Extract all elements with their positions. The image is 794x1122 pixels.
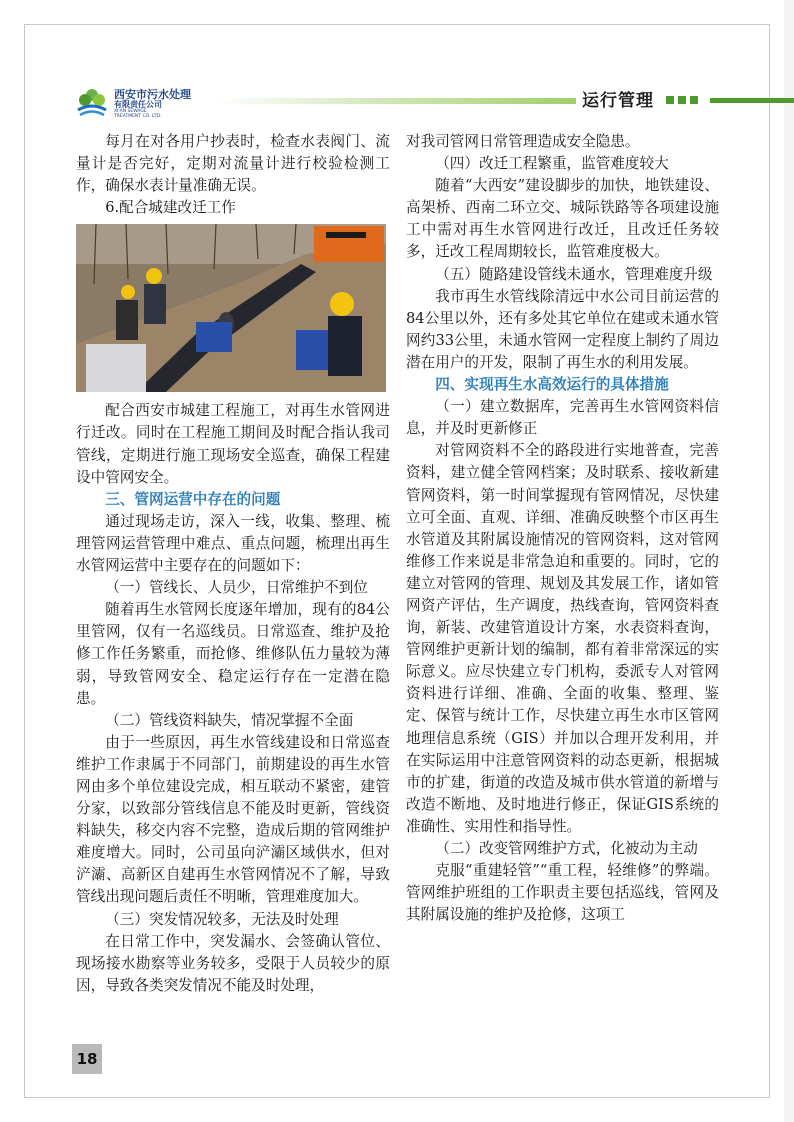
paragraph: 通过现场走访，深入一线，收集、整理、梳理管网运营管理中难点、重点问题，梳理出再生水管网运营中主要存在的问题如下： xyxy=(76,512,390,575)
paragraph: （一）管线长、人员少，日常维护不到位 xyxy=(105,579,368,597)
paragraph: （三）突发情况较多，无法及时处理 xyxy=(105,910,339,928)
paragraph: （二）管线资料缺失，情况掌握不全面 xyxy=(105,711,354,729)
paragraph: （二）改变管网维护方式，化被动为主动 xyxy=(435,840,698,857)
page-edge xyxy=(784,0,794,1122)
logo-name-en-line2: TREATMENT CO. LTD. xyxy=(114,114,162,119)
paragraph: （一）建立数据库，完善再生水管网资料信息，并及时更新修正 xyxy=(406,398,719,438)
header-gradient-bar xyxy=(216,98,576,104)
page-number: 18 xyxy=(72,1044,102,1074)
paragraph: 配合西安市城建工程施工，对再生水管网进行迁改。同时在工程施工期间及时配合指认我司管线，定期进行施工现场安全巡查，确保工程建设中管网安全。 xyxy=(76,402,390,486)
paragraph: 在日常工作中，突发漏水、会签确认管位、现场接水勘察等业务较多，受限于人员较少的原因，导致各类突发情况不能及时处理， xyxy=(76,932,390,994)
section-heading: 四、实现再生水高效运行的具体措施 xyxy=(435,376,669,394)
paragraph: 克服“重建轻管”“重工程，轻维修”的弊端。管网维护班组的工作职责主要包括巡线，管网及其附属设施的维护及抢修，这项工 xyxy=(406,862,719,924)
paragraph-continued: 对我司管网日常管理造成安全隐患。 xyxy=(406,133,640,150)
section-heading: 三、管网运营中存在的问题 xyxy=(105,490,281,508)
header-line xyxy=(710,98,794,103)
left-column xyxy=(76,131,390,997)
paragraph: 对管网资料不全的路段进行实地普查，完善资料，建立健全管网档案；及时联系、接收新建管网资料，第一时间掌握现有管网情况，尽快建立可全面、直观、详细、准确反映整个市区再生水管道及其附属设施情况的管网资料，这对管网维修工作来说是非常急迫和重要的。同时，它的建立对管网的管理、规划及其发展工作，诸如管网资产评估，生产调度，热线查询，管网资料查询，新装、改建管道设计方案，水表资料查询，管网维护更新计划的编制，都有着非常深远的实际意义。应尽快建立专门机构，委派专人对管网资料进行详细、准确、全面的收集、整理、鉴定、保管与统计工作，尽快建立再生水市区管网地理信息系统（GIS）并加以合理开发利用，并在实际运用中注意管网资料的动态更新，根据城市的扩建，街道的改造及城市供水管道的新增与改造不断地、及时地进行修正，保证GIS系统的准确性、实用性和指导性。 xyxy=(406,442,719,835)
paragraph: 随着“大西安”建设脚步的加快，地铁建设、高架桥、西南二环立交、城际铁路等各项建设施工中需对再生水管网进行改迁，且改迁任务较多，迁改工程周期较长，监管难度极大。 xyxy=(406,177,719,261)
header-dots xyxy=(666,96,698,104)
logo-name-cn: 西安市污水处理 xyxy=(114,88,191,101)
logo-name-en xyxy=(114,109,161,119)
right-column xyxy=(406,131,719,926)
construction-photo xyxy=(76,224,386,392)
subheading: 6.配合城建改迁工作 xyxy=(105,199,236,217)
logo-mark-icon xyxy=(74,84,110,120)
page-header xyxy=(74,82,794,122)
logo-name-cn-2: 有限责任公司 xyxy=(114,100,162,109)
logo-name-en-line1: XI'AN SEWAGE xyxy=(114,109,147,114)
section-title: 运行管理 xyxy=(582,91,654,111)
paragraph: （四）改迁工程繁重，监管难度较大 xyxy=(435,155,669,173)
paragraph: 每月在对各用户抄表时，检查水表阀门、流量计是否完好，定期对流量计进行校验检测工作，确保水表计量准确无误。 xyxy=(76,133,390,195)
paragraph: 我市再生水管线除清远中水公司目前运营的84公里以外，还有多处其它单位在建或未通水管网约33公里，未通水管网一定程度上制约了周边潜在用户的开发，限制了再生水的利用发展。 xyxy=(406,287,719,371)
paragraph: 随着再生水管网长度逐年增加，现有的84公里管网，仅有一名巡线员。日常巡查、维护及抢修工作任务繁重，而抢修、维修队伍力量较为薄弱，导致管网安全、稳定运行存在一定潜在隐患。 xyxy=(76,601,390,707)
company-logo xyxy=(74,82,224,122)
paragraph: （五）随路建设管线未通水，管理难度升级 xyxy=(435,265,713,283)
paragraph: 由于一些原因，再生水管线建设和日常巡查维护工作隶属于不同部门，前期建设的再生水管网由多个单位建设完成，相互联动不紧密，建管分家，以致部分管线信息不能及时更新，管线资料缺失，移交内容不完整，造成后期的管网维护难度增大。同时，公司虽向浐灞区域供水，但对浐灞、高新区自建再生水管网情况不了解，导致管线出现问题后责任不明晰，管理难度加大。 xyxy=(76,733,390,906)
